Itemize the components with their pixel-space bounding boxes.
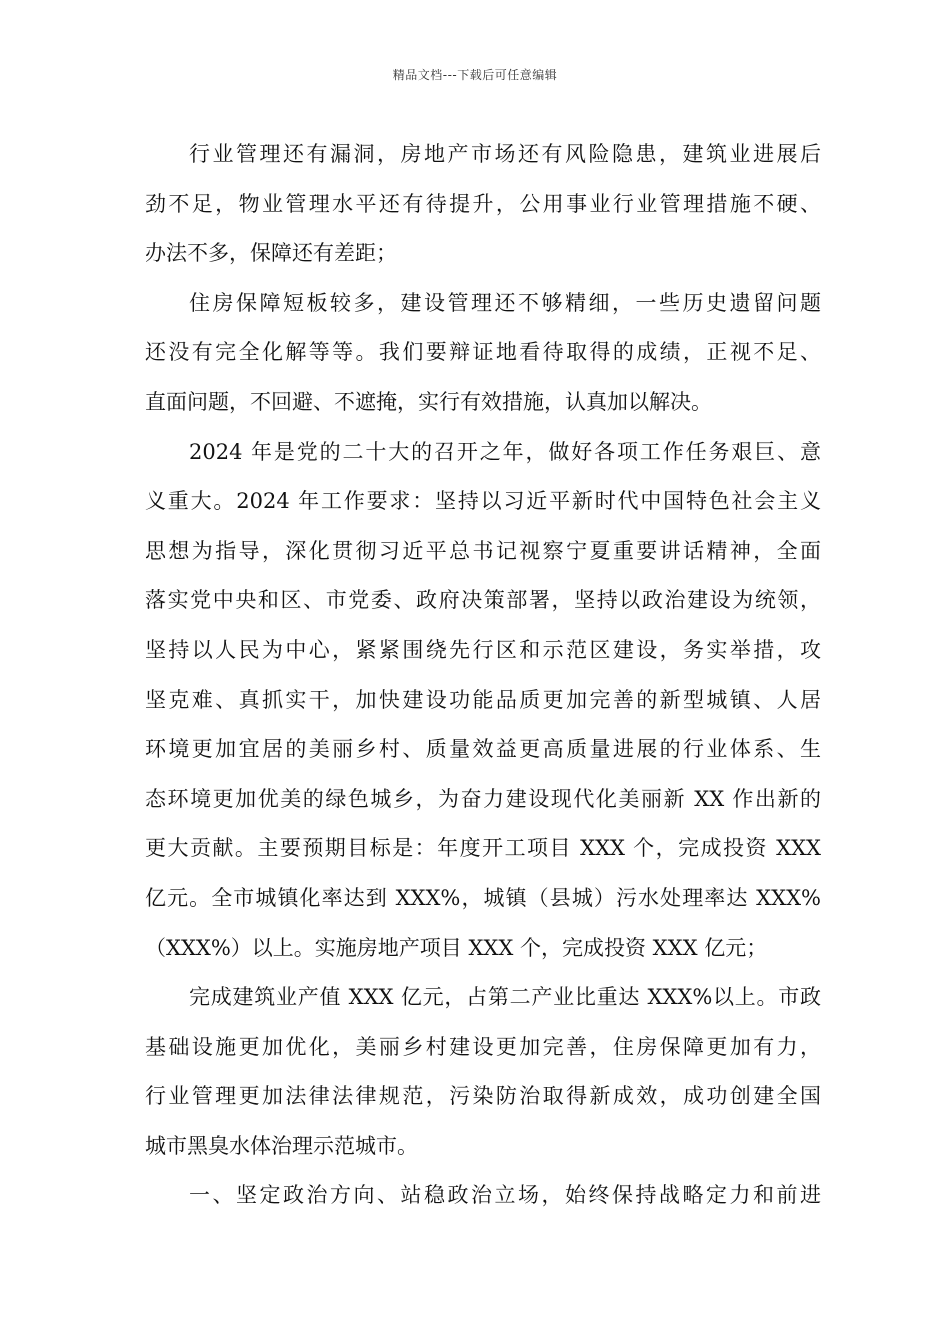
text-line: 城市黑臭水体治理示范城市。 xyxy=(145,1133,418,1158)
text-line: 完成建筑业产值 XXX 亿元，占第二产业比重达 XXX%以上。市政 xyxy=(189,985,821,1010)
text-line: （XXX%）以上。实施房地产项目 XXX 个，完成投资 XXX 亿元； xyxy=(145,935,768,960)
text-line: 劲不足，物业管理水平还有待提升，公用事业行业管理措施不硬、 xyxy=(145,191,821,216)
text-line: 直面问题，不回避、不遮掩，实行有效措施，认真加以解决。 xyxy=(145,389,712,414)
text-line: 环境更加宜居的美丽乡村、质量效益更高质量进展的行业体系、生 xyxy=(145,737,821,762)
paragraph-3 xyxy=(145,428,821,974)
paragraph-5 xyxy=(145,1171,821,1221)
text-line: 2024 年是党的二十大的召开之年，做好各项工作任务艰巨、意 xyxy=(189,439,821,464)
text-line: 行业管理更加法律法律规范，污染防治取得新成效，成功创建全国 xyxy=(145,1084,821,1109)
text-line: 还没有完全化解等等。我们要辩证地看待取得的成绩，正视不足、 xyxy=(145,340,821,365)
text-line: 落实党中央和区、市党委、政府决策部署，坚持以政治建设为统领， xyxy=(145,588,821,613)
paragraph-1 xyxy=(145,130,821,279)
text-line: 行业管理还有漏洞，房地产市场还有风险隐患，建筑业进展后 xyxy=(189,142,821,166)
page-header: 精品文档---下载后可任意编辑 xyxy=(392,68,558,82)
text-line: 态环境更加优美的绿色城乡，为奋力建设现代化美丽新 XX 作出新的 xyxy=(145,786,821,811)
section-heading: 一、坚定政治方向、站稳政治立场，始终保持战略定力和前进 xyxy=(189,1183,821,1208)
text-line: 坚克难、真抓实干，加快建设功能品质更加完善的新型城镇、人居 xyxy=(145,687,821,712)
text-line: 义重大。2024 年工作要求：坚持以习近平新时代中国特色社会主义 xyxy=(145,489,821,514)
paragraph-2 xyxy=(145,279,821,428)
text-line: 更大贡献。主要预期目标是：年度开工项目 XXX 个，完成投资 XXX xyxy=(145,836,821,861)
text-line: 住房保障短板较多，建设管理还不够精细，一些历史遗留问题 xyxy=(189,290,821,315)
text-line: 基础设施更加优化，美丽乡村建设更加完善，住房保障更加有力， xyxy=(145,1034,821,1059)
text-line: 亿元。全市城镇化率达到 XXX%，城镇（县城）污水处理率达 XXX% xyxy=(145,885,821,910)
paragraph-4 xyxy=(145,973,821,1171)
text-line: 办法不多，保障还有差距； xyxy=(145,241,397,266)
text-line: 思想为指导，深化贯彻习近平总书记视察宁夏重要讲话精神，全面 xyxy=(145,538,821,563)
document-body xyxy=(145,130,821,1221)
text-line: 坚持以人民为中心，紧紧围绕先行区和示范区建设，务实举措，攻 xyxy=(145,637,821,662)
